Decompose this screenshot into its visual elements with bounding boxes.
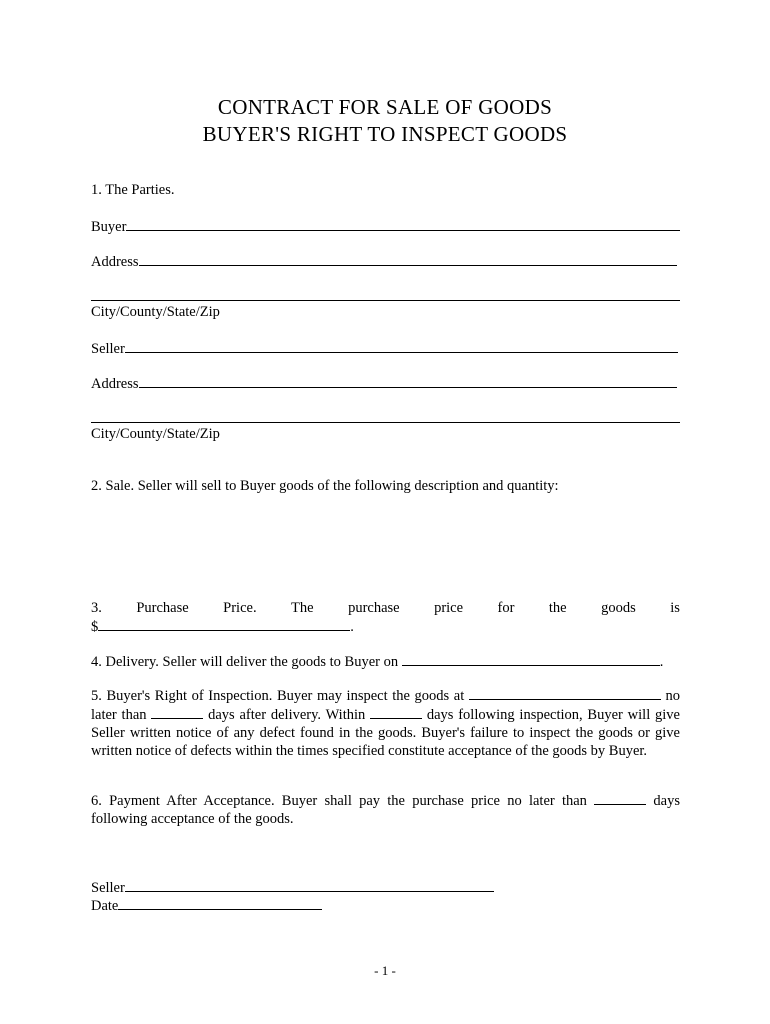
inspection-text-2: no later than (91, 688, 680, 723)
payment-text-2: days following acceptance of the goods. (91, 793, 680, 827)
seller-signature-blank[interactable] (125, 878, 494, 892)
section-inspection (91, 686, 680, 760)
purchase-price-word: goods (601, 600, 636, 616)
seller-field[interactable] (91, 338, 678, 358)
delivery-period: . (659, 654, 664, 670)
purchase-price-word: price (434, 600, 464, 616)
seller-city-label: City/County/State/Zip (91, 426, 220, 442)
delivery-text: 4. Delivery. Seller will deliver the goods to Buyer on (91, 654, 402, 670)
payment-text-1: 6. Payment After Acceptance. Buyer shall pay the purchase price no later than (91, 793, 595, 809)
document-title-line1: CONTRACT FOR SALE OF GOODS (217, 95, 553, 119)
document-title-line2: BUYER'S RIGHT TO INSPECT GOODS (202, 122, 568, 146)
seller-label: Seller (91, 341, 125, 357)
purchase-price-word: purchase (348, 600, 400, 616)
buyer-label: Buyer (91, 219, 127, 235)
page-number: - 1 - (374, 963, 396, 978)
seller-address-line2[interactable] (91, 422, 680, 423)
purchase-price-word: for (497, 600, 515, 616)
buyer-city-label: City/County/State/Zip (91, 304, 220, 320)
date-label: Date (91, 898, 119, 914)
inspection-text-3: days after delivery. Within (203, 707, 371, 723)
seller-signature-field[interactable] (91, 878, 494, 896)
notice-days-blank[interactable] (370, 705, 422, 719)
delivery-date-blank[interactable] (402, 652, 660, 666)
purchase-price-amount-line (91, 617, 680, 636)
purchase-price-word: the (548, 600, 567, 616)
purchase-price-words (91, 599, 680, 617)
seller-address-field[interactable] (91, 373, 677, 393)
seller-signature-label: Seller (91, 880, 125, 896)
section-purchase-price (91, 599, 680, 636)
payment-days-blank[interactable] (594, 791, 646, 805)
date-field[interactable] (91, 896, 322, 914)
buyer-address-label: Address (91, 254, 139, 270)
purchase-price-word: 3. (91, 600, 102, 616)
buyer-field[interactable] (91, 216, 680, 236)
currency-symbol: $ (91, 619, 99, 635)
buyer-blank[interactable] (126, 216, 680, 231)
buyer-address-blank[interactable] (139, 251, 677, 266)
inspection-text-1: 5. Buyer's Right of Inspection. Buyer may inspect the goods at (91, 688, 469, 704)
section-parties-heading: 1. The Parties. (91, 182, 175, 198)
inspection-text-4: days following inspection, Buyer will give Seller written notice of any defect found in the goods. Buyer's failure to inspect the goods or give written notice of defects within the times specified constitute acceptance of the goods by Buyer. (91, 707, 680, 759)
purchase-price-blank[interactable] (98, 617, 350, 631)
purchase-price-word: Price. (223, 600, 257, 616)
inspection-location-blank[interactable] (469, 686, 661, 700)
seller-blank[interactable] (125, 338, 678, 353)
seller-address-blank[interactable] (139, 373, 677, 388)
date-blank[interactable] (118, 896, 322, 910)
purchase-price-period: . (350, 619, 354, 635)
seller-address-label: Address (91, 376, 139, 392)
section-delivery (91, 652, 663, 671)
buyer-address-line2[interactable] (91, 300, 680, 301)
section-sale-text: 2. Sale. Seller will sell to Buyer goods of the following description and quantity: (91, 478, 559, 494)
purchase-price-word: The (291, 600, 314, 616)
purchase-price-word: Purchase (136, 600, 189, 616)
purchase-price-word: is (670, 600, 680, 616)
buyer-address-field[interactable] (91, 251, 677, 271)
section-payment (91, 791, 680, 828)
inspection-days-blank[interactable] (151, 705, 203, 719)
